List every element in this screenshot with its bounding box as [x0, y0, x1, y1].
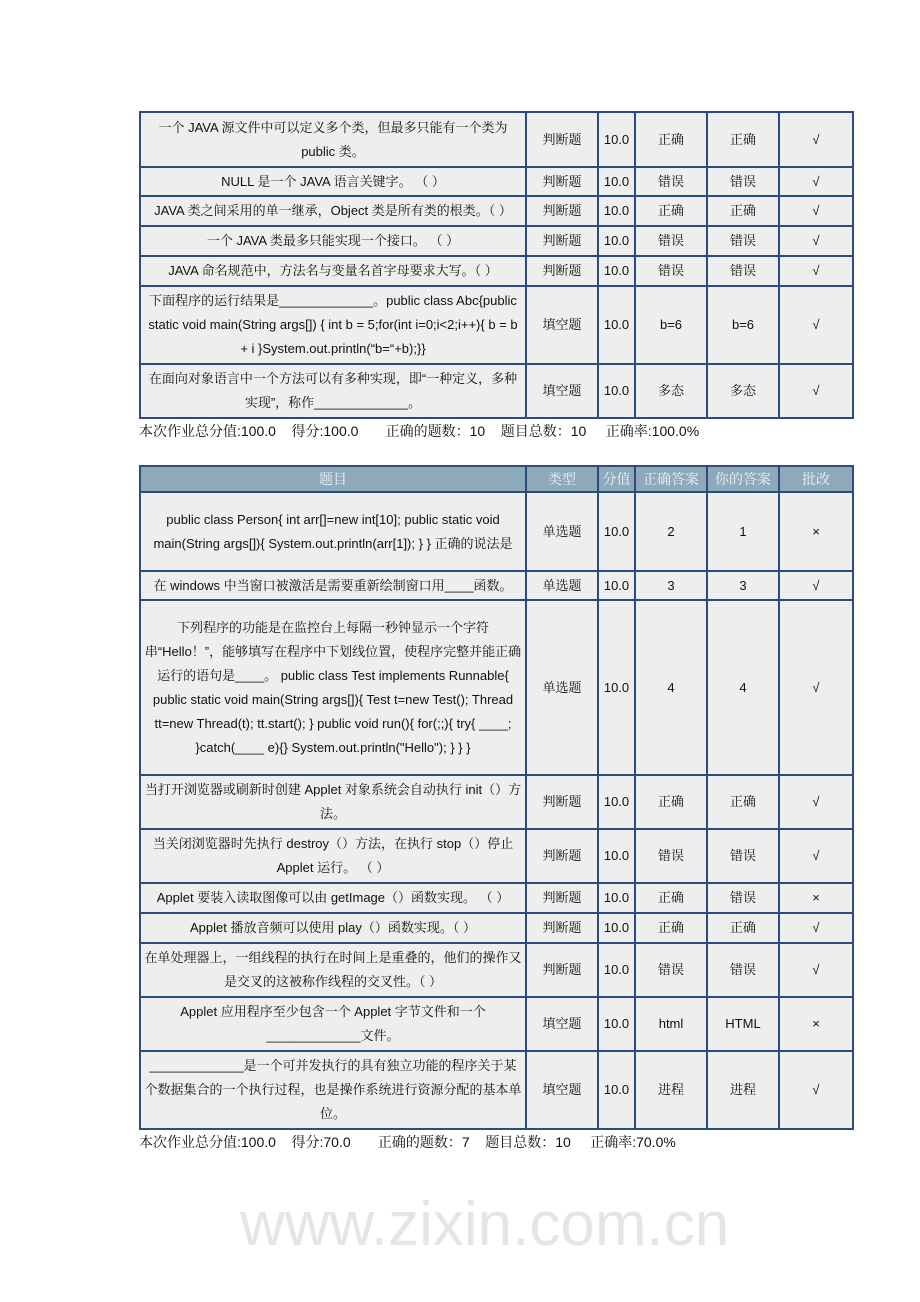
question-cell: 在 windows 中当窗口被激活是需要重新绘制窗口用____函数。 [140, 571, 526, 600]
grading-mark: √ [779, 943, 853, 997]
table-row [140, 829, 853, 883]
grading-mark: √ [779, 256, 853, 286]
score-cell: 10.0 [598, 997, 635, 1051]
correct-answer-cell: b=6 [635, 286, 707, 364]
score-cell: 10.0 [598, 196, 635, 226]
your-answer-cell: 正确 [707, 196, 779, 226]
your-answer-cell: 错误 [707, 943, 779, 997]
question-cell: 一个 JAVA 类最多只能实现一个接口。 （ ） [140, 226, 526, 256]
correct-answer-cell: 正确 [635, 112, 707, 167]
type-cell: 判断题 [526, 829, 598, 883]
correct-answer-cell: 正确 [635, 883, 707, 913]
header-your-answer: 你的答案 [707, 466, 779, 492]
type-cell: 判断题 [526, 883, 598, 913]
grading-mark: √ [779, 112, 853, 167]
results-table-2 [139, 465, 854, 1130]
score-cell: 10.0 [598, 364, 635, 418]
type-cell: 判断题 [526, 196, 598, 226]
grading-mark: √ [779, 600, 853, 775]
table-row [140, 997, 853, 1051]
type-cell: 填空题 [526, 1051, 598, 1129]
score-cell: 10.0 [598, 913, 635, 943]
header-question: 题目 [140, 466, 526, 492]
question-cell: Applet 应用程序至少包含一个 Applet 字节文件和一个_____________文件。 [140, 997, 526, 1051]
question-cell: NULL 是一个 JAVA 语言关键字。 （ ） [140, 167, 526, 196]
grading-mark: √ [779, 364, 853, 418]
grading-mark: × [779, 492, 853, 571]
question-cell: 当关闭浏览器时先执行 destroy（）方法，在执行 stop（）停止 Applet 运行。 （ ） [140, 829, 526, 883]
your-answer-cell: 错误 [707, 167, 779, 196]
type-cell: 判断题 [526, 226, 598, 256]
grading-mark: √ [779, 829, 853, 883]
correct-answer-cell: 错误 [635, 829, 707, 883]
table-row [140, 571, 853, 600]
score-cell: 10.0 [598, 775, 635, 829]
correct-answer-cell: 错误 [635, 943, 707, 997]
your-answer-cell: 错误 [707, 226, 779, 256]
grading-mark: √ [779, 1051, 853, 1129]
question-cell: public class Person{ int arr[]=new int[10]; public static void main(String args[]){ System.out.println(arr[1]); } } 正确的说法是 [140, 492, 526, 571]
header-type: 类型 [526, 466, 598, 492]
your-answer-cell: 4 [707, 600, 779, 775]
question-cell: JAVA 类之间采用的单一继承，Object 类是所有类的根类。（ ） [140, 196, 526, 226]
type-cell: 单选题 [526, 571, 598, 600]
type-cell: 判断题 [526, 112, 598, 167]
score-cell: 10.0 [598, 112, 635, 167]
correct-answer-cell: 4 [635, 600, 707, 775]
your-answer-cell: 错误 [707, 829, 779, 883]
grading-mark: √ [779, 196, 853, 226]
your-answer-cell: 进程 [707, 1051, 779, 1129]
grading-mark: √ [779, 913, 853, 943]
type-cell: 判断题 [526, 256, 598, 286]
your-answer-cell: 多态 [707, 364, 779, 418]
grading-mark: √ [779, 226, 853, 256]
type-cell: 判断题 [526, 167, 598, 196]
question-cell: _____________是一个可并发执行的具有独立功能的程序关于某个数据集合的一个执行过程，也是操作系统进行资源分配的基本单位。 [140, 1051, 526, 1129]
table-row [140, 286, 853, 364]
question-cell: Applet 播放音频可以使用 play（）函数实现。（ ） [140, 913, 526, 943]
type-cell: 判断题 [526, 913, 598, 943]
correct-answer-cell: 错误 [635, 256, 707, 286]
table-row [140, 1051, 853, 1129]
type-cell: 填空题 [526, 364, 598, 418]
table-header-row [140, 466, 853, 492]
type-cell: 填空题 [526, 286, 598, 364]
table-row [140, 600, 853, 775]
your-answer-cell: 错误 [707, 256, 779, 286]
table-row [140, 364, 853, 418]
correct-answer-cell: 2 [635, 492, 707, 571]
question-cell: 下面程序的运行结果是_____________。public class Abc{public static void main(String args[]) { int b = 5;for(int i=0;i<2;i++){ b = b + i }System.out.println(“b=“+b);}} [140, 286, 526, 364]
table-row [140, 943, 853, 997]
summary-1: 本次作业总分值:100.0 得分:100.0 正确的题数：10 题目总数：10 正确率:100.0% [139, 423, 700, 439]
correct-answer-cell: 错误 [635, 167, 707, 196]
correct-answer-cell: 正确 [635, 775, 707, 829]
table-row [140, 112, 853, 167]
your-answer-cell: 3 [707, 571, 779, 600]
score-cell: 10.0 [598, 883, 635, 913]
your-answer-cell: HTML [707, 997, 779, 1051]
table-row [140, 256, 853, 286]
score-cell: 10.0 [598, 226, 635, 256]
score-cell: 10.0 [598, 1051, 635, 1129]
question-cell: 在面向对象语言中一个方法可以有多种实现，即“一种定义，多种实现”，称作_____________。 [140, 364, 526, 418]
score-cell: 10.0 [598, 256, 635, 286]
type-cell: 单选题 [526, 600, 598, 775]
correct-answer-cell: 3 [635, 571, 707, 600]
header-correct-answer: 正确答案 [635, 466, 707, 492]
type-cell: 填空题 [526, 997, 598, 1051]
question-cell: Applet 要装入读取图像可以由 getImage（）函数实现。 （ ） [140, 883, 526, 913]
score-cell: 10.0 [598, 492, 635, 571]
your-answer-cell: 正确 [707, 775, 779, 829]
grading-mark: × [779, 997, 853, 1051]
type-cell: 单选题 [526, 492, 598, 571]
score-cell: 10.0 [598, 829, 635, 883]
table-row [140, 167, 853, 196]
question-cell: 在单处理器上，一组线程的执行在时间上是重叠的，他们的操作又是交叉的这被称作线程的交叉性。（ ） [140, 943, 526, 997]
score-cell: 10.0 [598, 943, 635, 997]
table-row [140, 913, 853, 943]
question-cell: 一个 JAVA 源文件中可以定义多个类，但最多只能有一个类为public 类。 [140, 112, 526, 167]
watermark: www.zixin.com.cn [240, 1190, 730, 1259]
table-row [140, 196, 853, 226]
correct-answer-cell: 进程 [635, 1051, 707, 1129]
score-cell: 10.0 [598, 600, 635, 775]
your-answer-cell: 正确 [707, 913, 779, 943]
header-grading: 批改 [779, 466, 853, 492]
score-cell: 10.0 [598, 167, 635, 196]
grading-mark: √ [779, 775, 853, 829]
table-row [140, 883, 853, 913]
your-answer-cell: 错误 [707, 883, 779, 913]
question-cell: JAVA 命名规范中，方法名与变量名首字母要求大写。（ ） [140, 256, 526, 286]
grading-mark: √ [779, 286, 853, 364]
question-cell: 下列程序的功能是在监控台上每隔一秒钟显示一个字符串“Hello！”，能够填写在程序中下划线位置，使程序完整并能正确运行的语句是____。 public class Test implements Runnable{ public static void main(String args[]){ Test t=new Test(); Thread tt=new Thread(t); tt.start(); } public void run(){ for(;;){ try{ ____; }catch(____ e){} System.out.println("Hello"); } } } [140, 600, 526, 775]
grading-mark: √ [779, 571, 853, 600]
document-body [139, 111, 852, 1152]
correct-answer-cell: 错误 [635, 226, 707, 256]
table-row [140, 226, 853, 256]
grading-mark: √ [779, 167, 853, 196]
header-score: 分值 [598, 466, 635, 492]
table-row [140, 492, 853, 571]
your-answer-cell: 1 [707, 492, 779, 571]
your-answer-cell: 正确 [707, 112, 779, 167]
summary-2: 本次作业总分值:100.0 得分:70.0 正确的题数：7 题目总数：10 正确率:70.0% [139, 1134, 676, 1150]
grading-mark: × [779, 883, 853, 913]
type-cell: 判断题 [526, 943, 598, 997]
score-cell: 10.0 [598, 286, 635, 364]
section-gap [139, 441, 852, 465]
type-cell: 判断题 [526, 775, 598, 829]
correct-answer-cell: 正确 [635, 913, 707, 943]
score-cell: 10.0 [598, 571, 635, 600]
correct-answer-cell: 多态 [635, 364, 707, 418]
table-row [140, 775, 853, 829]
correct-answer-cell: html [635, 997, 707, 1051]
results-table-1 [139, 111, 854, 419]
question-cell: 当打开浏览器或刷新时创建 Applet 对象系统会自动执行 init（）方法。 [140, 775, 526, 829]
correct-answer-cell: 正确 [635, 196, 707, 226]
your-answer-cell: b=6 [707, 286, 779, 364]
